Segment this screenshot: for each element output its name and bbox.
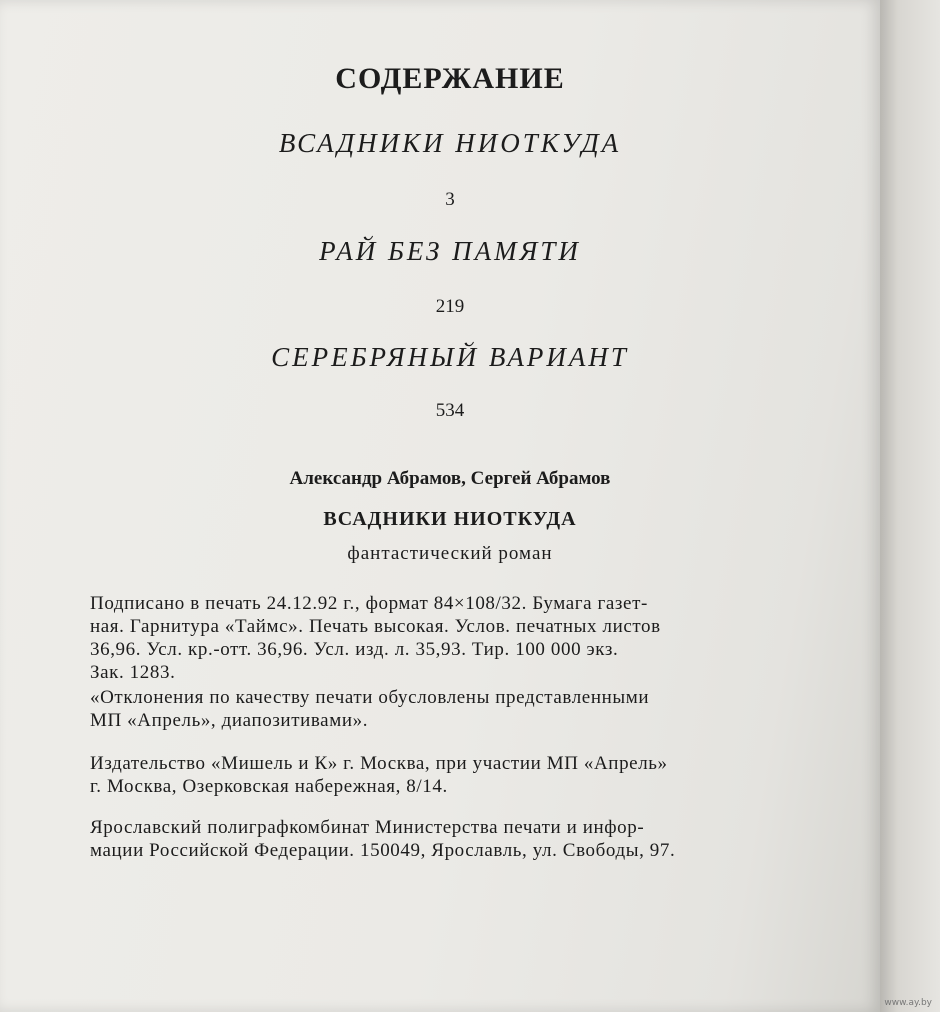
printer-info [90,816,835,862]
print-info-line: Зак. 1283. [90,662,176,683]
print-info-line: Подписано в печать 24.12.92 г., формат 84×108/32. Бумага газет- [90,593,648,614]
publisher-line: Издательство «Мишель и К» г. Москва, при участии МП «Апрель» [90,753,668,774]
toc-item-page: 534 [435,400,465,421]
toc-item-title: СЕРЕБРЯНЫЙ ВАРИАНТ [271,342,629,372]
book-title: ВСАДНИКИ НИОТКУДА [323,508,577,530]
authors: Александр Абрамов, Сергей Абрамов [289,468,611,489]
contents-heading: СОДЕРЖАНИЕ [335,62,565,95]
printer-line: мации Российской Федерации. 150049, Ярославль, ул. Свободы, 97. [90,840,676,861]
quality-note-line: МП «Апрель», диапозитивами». [90,710,369,731]
print-info [90,592,835,684]
printer-line: Ярославский полиграфкомбинат Министерства печати и инфор- [90,817,645,838]
print-info-line: ная. Гарнитура «Таймс». Печать высокая. Услов. печатных листов [90,616,661,637]
toc-item-title: РАЙ БЕЗ ПАМЯТИ [319,236,581,266]
toc-item-page: 3 [445,189,455,210]
toc-item-title: ВСАДНИКИ НИОТКУДА [278,128,622,158]
quality-note-line: «Отклонения по качеству печати обусловлены представленными [90,687,650,708]
toc-item-page: 219 [435,296,465,317]
watermark: www.ay.by [884,998,932,1008]
print-info-line: 36,96. Усл. кр.-отт. 36,96. Усл. изд. л. 35,93. Тир. 100 000 экз. [90,639,619,660]
quality-note [90,686,835,732]
page-edge [880,0,940,1012]
publisher-info [90,752,835,798]
genre: фантастический роман [347,543,553,564]
publisher-line: г. Москва, Озерковская набережная, 8/14. [90,776,448,797]
